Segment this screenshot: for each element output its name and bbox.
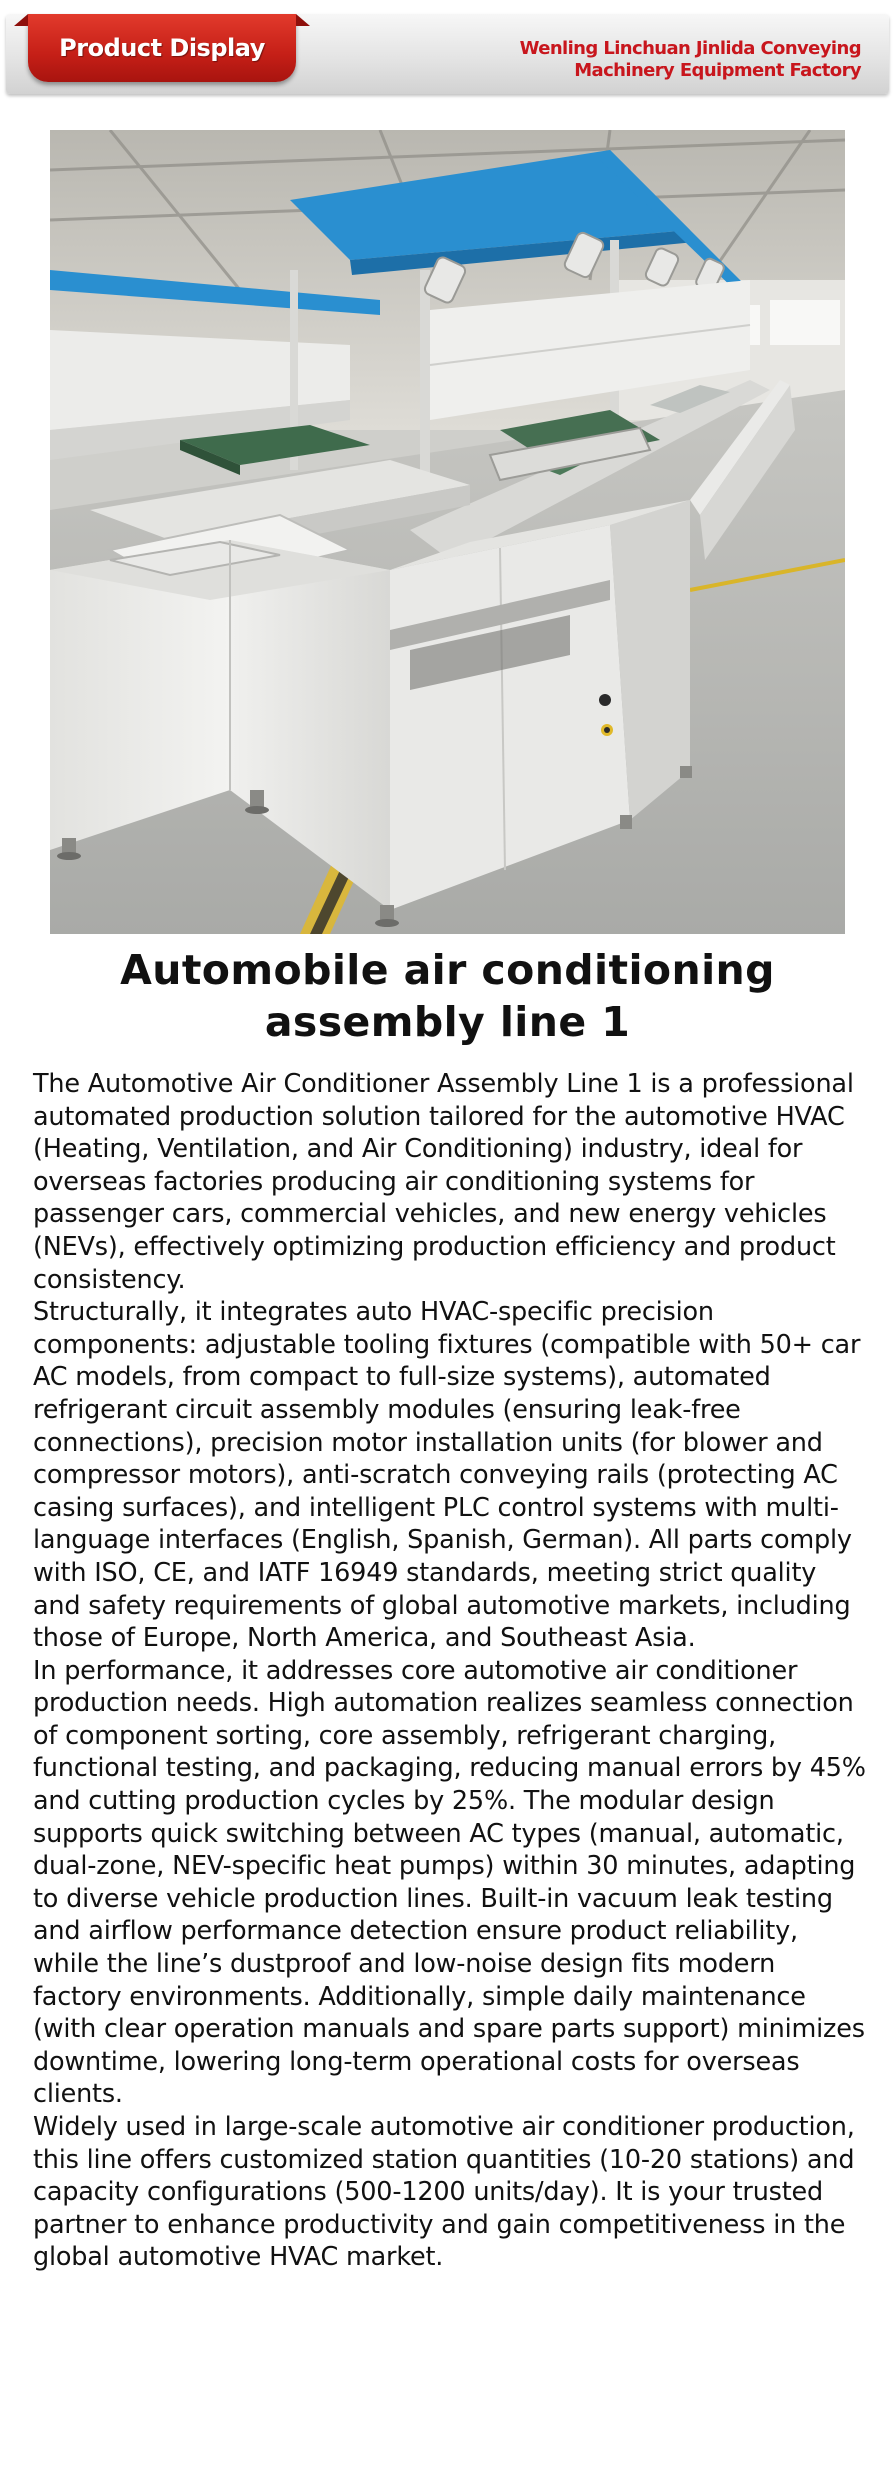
company-name (520, 38, 861, 82)
product-title-line1: Automobile air conditioning (120, 946, 775, 994)
description-paragraph-overview: The Automotive Air Conditioner Assembly Line 1 is a professional automated production solution tailored for the automotive HVAC (Heating, Ventilation, and Air Conditioning) industry, ideal for overseas factories producing air conditioning systems for passenger cars, commercial vehicles, and new energy vehicles (NEVs), effectively optimizing production efficiency and product consistency. (33, 1069, 854, 1295)
product-title (40, 944, 855, 1048)
product-photo (50, 130, 845, 934)
description-paragraph-performance: In performance, it addresses core automotive air conditioner production needs. High automation realizes seamless connection of component sorting, core assembly, refrigerant charging, functional testing, and packaging, reducing manual errors by 45% and cutting production cycles by 25%. The modular design supports quick switching between AC types (manual, automatic, dual-zone, NEV-specific heat pumps) within 30 minutes, adapting to diverse vehicle production lines. Built-in vacuum leak testing and airflow performance detection ensure product reliability, while the line’s dustproof and low-noise design fits modern factory environments. Additionally, simple daily maintenance (with clear operation manuals and spare parts support) minimizes downtime, lowering long-term operational costs for overseas clients. (33, 1655, 866, 2110)
product-display-tab (28, 14, 296, 82)
product-description (33, 1068, 868, 2274)
description-paragraph-applications: Widely used in large-scale automotive air conditioner production, this line offers customized station quantities (10-20 stations) and capacity configurations (500-1200 units/day). It is your trusted partner to enhance productivity and gain competitiveness in the global automotive HVAC market. (33, 2112, 855, 2273)
header-banner (6, 14, 889, 94)
description-paragraph-structure: Structurally, it integrates auto HVAC-specific precision components: adjustable tooling fixtures (compatible with 50+ car AC models, from compact to full-size systems), automated refrigerant circuit assembly modules (ensuring leak-free connections), precision motor installation units (for blower and compressor motors), anti-scratch conveying rails (protecting AC casing surfaces), and intelligent PLC control systems with multi-language interfaces (English, Spanish, German). All parts comply with ISO, CE, and IATF 16949 standards, meeting strict quality and safety requirements of global automotive markets, including those of Europe, North America, and Southeast Asia. (33, 1297, 861, 1654)
product-display-label: Product Display (59, 34, 265, 62)
product-title-line2: assembly line 1 (264, 998, 631, 1046)
company-name-line1: Wenling Linchuan Jinlida Conveying (519, 38, 861, 59)
company-name-line2: Machinery Equipment Factory (574, 60, 861, 81)
